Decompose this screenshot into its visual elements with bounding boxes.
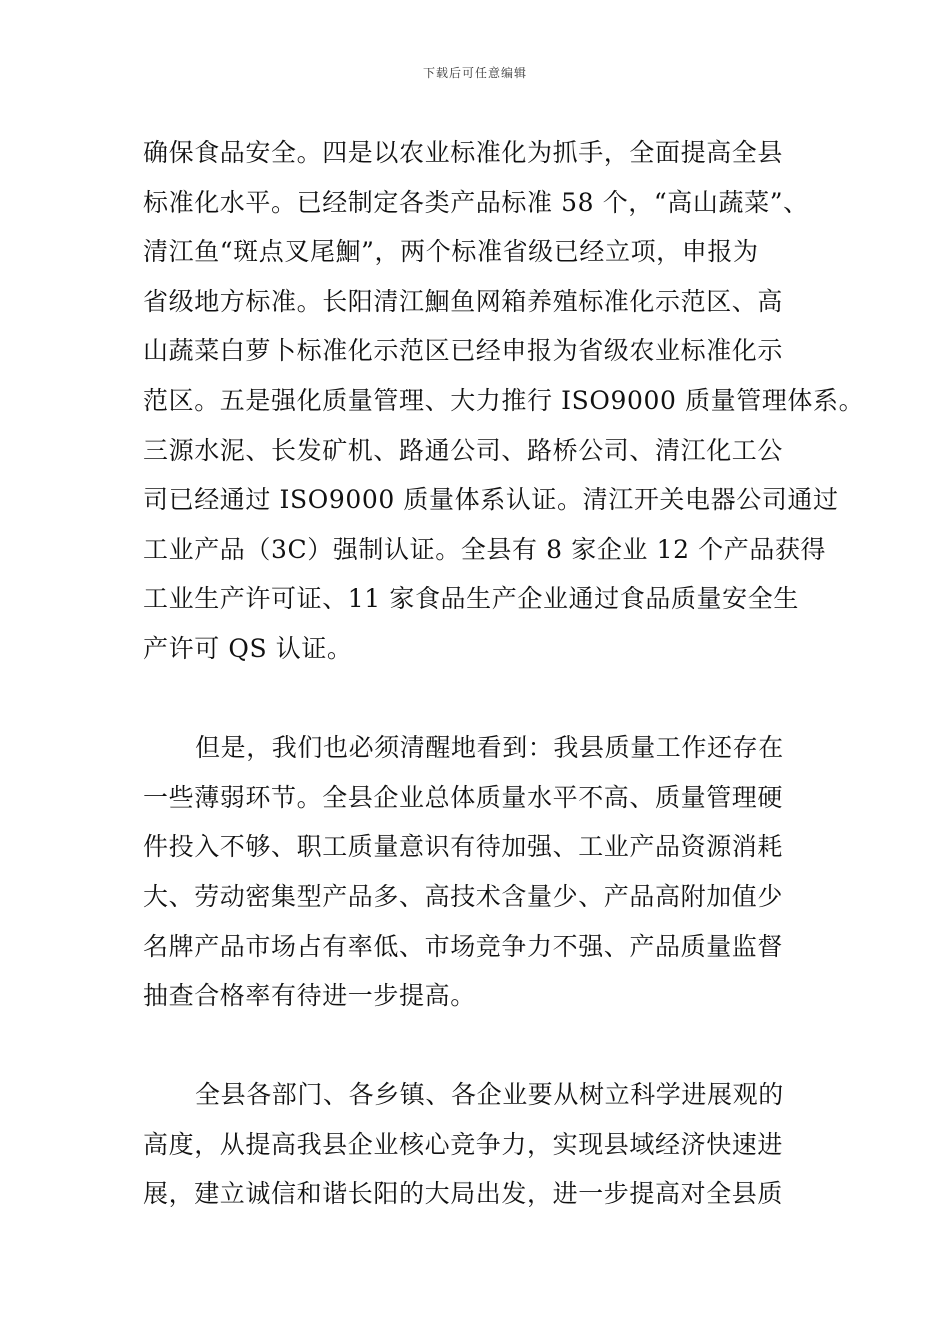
text-line: 但是，我们也必须清醒地看到：我县质量工作还存在 [195,733,784,763]
text-line: 展，建立诚信和谐长阳的大局出发，进一步提高对全县质 [143,1179,784,1209]
text-line: 清江鱼“斑点叉尾鮰”，两个标准省级已经立项，申报为 [143,237,759,267]
text-line: 产许可 QS 认证。 [143,633,353,663]
text-line: 抽查合格率有待进一步提高。 [143,981,476,1011]
paragraph-spacer [143,674,823,724]
text-line: 三源水泥、长发矿机、路通公司、路桥公司、清江化工公 [143,435,784,465]
text-line: 确保食品安全。四是以农业标准化为抓手，全面提高全县 [143,138,784,167]
text-line: 省级地方标准。长阳清江鮰鱼网箱养殖标准化示范区、高 [143,286,784,316]
text-line: 工业产品（3C）强制认证。全县有 8 家企业 12 个产品获得 [143,534,827,564]
text-line: 山蔬菜白萝卜标准化示范区已经申报为省级农业标准化示 [143,336,784,366]
text-line: 司已经通过 ISO9000 质量体系认证。清江开关电器公司通过 [143,485,839,515]
text-line: 件投入不够、职工质量意识有待加强、工业产品资源消耗 [143,832,784,862]
text-line: 高度，从提高我县企业核心竞争力，实现县域经济快速进 [143,1129,784,1159]
document-body [143,128,865,1219]
paragraph-spacer [143,1021,823,1071]
text-line: 范区。五是强化质量管理、大力推行 ISO9000 质量管理体系。 [143,385,865,415]
page-header: 下载后可任意编辑 [422,66,527,80]
paragraph-2 [143,723,823,1021]
text-line: 名牌产品市场占有率低、市场竞争力不强、产品质量监督 [143,931,784,961]
paragraph-1 [143,128,865,674]
text-line: 标准化水平。已经制定各类产品标准 58 个，“高山蔬菜”、 [143,187,809,217]
paragraph-3 [143,1070,823,1219]
text-line: 大、劳动密集型产品多、高技术含量少、产品高附加值少 [143,881,784,911]
text-line: 全县各部门、各乡镇、各企业要从树立科学进展观的 [195,1080,784,1110]
text-line: 一些薄弱环节。全县企业总体质量水平不高、质量管理硬 [143,782,784,812]
text-line: 工业生产许可证、11 家食品生产企业通过食品质量安全生 [143,584,799,614]
